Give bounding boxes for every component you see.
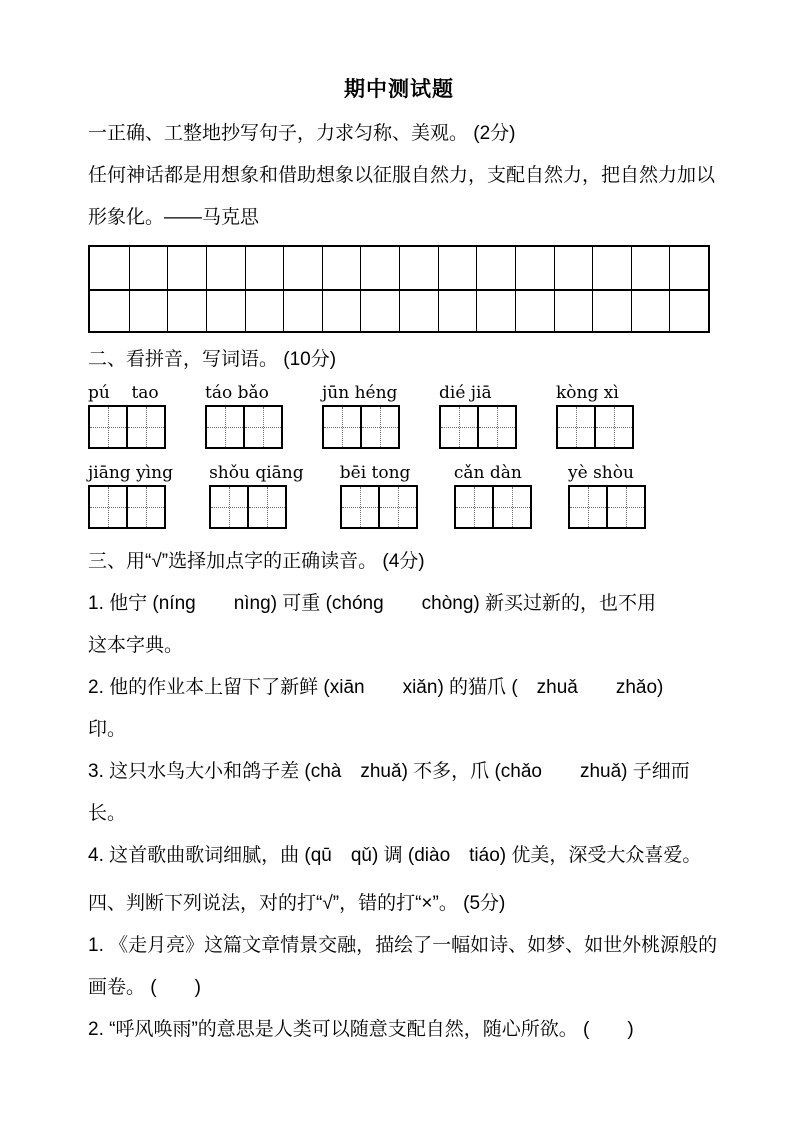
section1-heading: 一正确、工整地抄写句子，力求匀称、美观。 (2分) [88,123,516,144]
section3-question-line: 1. 他宁 (níng nìng) 可重 (chóng chòng) 新买过新的，也不用 [88,593,657,614]
copy-grid-cell [245,247,284,289]
pinyin-group [88,381,166,449]
section4-question-line: 2. “呼风唤雨”的意思是人类可以随意支配自然，随心所欲。 ( ) [88,1019,634,1040]
pinyin-label: cǎn dàn [453,463,522,483]
pinyin-group [209,461,304,529]
writing-box [88,405,166,449]
section2-heading: 二、看拼音，写词语。 (10分) [88,349,337,370]
writing-cell [441,407,479,447]
writing-box [209,485,287,529]
writing-cell [596,407,632,447]
copy-grid-cell [360,247,399,289]
copy-grid-cell [206,247,245,289]
copy-grid-cell [245,289,284,331]
copy-grid-cell [438,247,477,289]
copy-grid-cell [167,289,206,331]
copy-grid-cell [476,247,515,289]
copy-grid-cell [399,289,438,331]
writing-box [205,405,283,449]
copy-grid-cell [322,289,361,331]
copy-grid-cell [283,289,322,331]
section1-quote-line-1: 任何神话都是用想象和借助想象以征服自然力，支配自然力，把自然力加以 [88,165,716,186]
copy-grid-cell [283,247,322,289]
writing-cell [342,487,380,527]
writing-cell [380,487,416,527]
pinyin-group [568,461,646,529]
copy-grid-cell [515,247,554,289]
copy-grid-cell [592,247,631,289]
section4-heading: 四、判断下列说法，对的打“√”，错的打“×”。 (5分) [88,893,506,914]
copy-grid-cell [322,247,361,289]
section-true-false [88,883,718,1051]
writing-cell [211,487,249,527]
section3-question-line: 这本字典。 [88,635,184,656]
writing-box [439,405,517,449]
section3-question-line: 2. 他的作业本上留下了新鲜 (xiān xiǎn) 的猫爪 ( zhuǎ zhǎo) [88,677,664,698]
copy-grid-cell [554,247,593,289]
page-title: 期中测试题 [344,78,454,101]
writing-cell [245,407,281,447]
writing-cell [456,487,494,527]
writing-cell [362,407,398,447]
copy-grid [88,245,710,333]
pinyin-group [454,461,532,529]
copy-grid-cell [592,289,631,331]
writing-cell [207,407,245,447]
writing-cell [324,407,362,447]
copy-grid-cell [90,247,129,289]
pinyin-group [439,381,517,449]
section1-quote-line-2: 形象化。——马克思 [88,207,260,228]
copy-grid-cell [399,247,438,289]
pinyin-group [205,381,283,449]
copy-grid-cell [669,289,708,331]
writing-cell [90,487,128,527]
section-choose-pronunciation [88,541,710,877]
section-copy-sentence [88,113,716,333]
copy-grid-cell [476,289,515,331]
pinyin-label: pú tao [88,383,159,403]
writing-cell [128,487,164,527]
writing-box [454,485,532,529]
section3-question-line: 3. 这只水鸟大小和鸽子差 (chà zhuǎ) 不多，爪 (chǎo zhuǎ) 子细而 [88,761,690,782]
copy-grid-cell [554,289,593,331]
pinyin-label: bēi tong [339,463,411,483]
copy-grid-cell [631,247,670,289]
writing-box [568,485,646,529]
writing-box [340,485,418,529]
pinyin-group [340,461,418,529]
writing-cell [249,487,285,527]
section-pinyin-words [88,339,710,529]
writing-cell [90,407,128,447]
writing-cell [608,487,644,527]
pinyin-label: yè shòu [568,463,634,483]
writing-box [88,485,166,529]
copy-grid-cell [90,289,129,331]
pinyin-group [556,381,634,449]
pinyin-label: shǒu qiāng [209,463,304,483]
writing-cell [570,487,608,527]
writing-box [322,405,400,449]
section3-question-line: 印。 [88,719,127,740]
copy-grid-cell [129,289,168,331]
copy-grid-cell [438,289,477,331]
pinyin-label: kòng xì [556,383,619,403]
copy-grid-cell [631,289,670,331]
writing-cell [558,407,596,447]
section3-heading: 三、用“√”选择加点字的正确读音。 (4分) [88,551,425,572]
writing-cell [494,487,530,527]
writing-box [556,405,634,449]
pinyin-label: jiāng yìng [88,463,173,483]
pinyin-group [322,381,400,449]
pinyin-row-2 [88,461,646,529]
section3-question-line: 长。 [88,803,127,824]
section3-question-line: 4. 这首歌曲歌词细腻，曲 (qū qǔ) 调 (diào tiáo) 优美，深受大众喜爱。 [88,845,702,866]
writing-cell [479,407,515,447]
copy-grid-cell [206,289,245,331]
copy-grid-cell [129,247,168,289]
pinyin-row-1 [88,381,634,449]
copy-grid-cell [669,247,708,289]
copy-grid-cell [515,289,554,331]
section4-question-line: 画卷。 ( ) [88,977,201,998]
pinyin-label: dié jiā [439,383,492,403]
copy-grid-cell [167,247,206,289]
writing-cell [128,407,164,447]
section4-question-line: 1. 《走月亮》这篇文章情景交融，描绘了一幅如诗、如梦、如世外桃源般的 [88,935,718,956]
pinyin-label: jūn héng [322,383,398,403]
pinyin-label: táo bǎo [205,383,269,403]
pinyin-group [88,461,173,529]
copy-grid-cell [360,289,399,331]
